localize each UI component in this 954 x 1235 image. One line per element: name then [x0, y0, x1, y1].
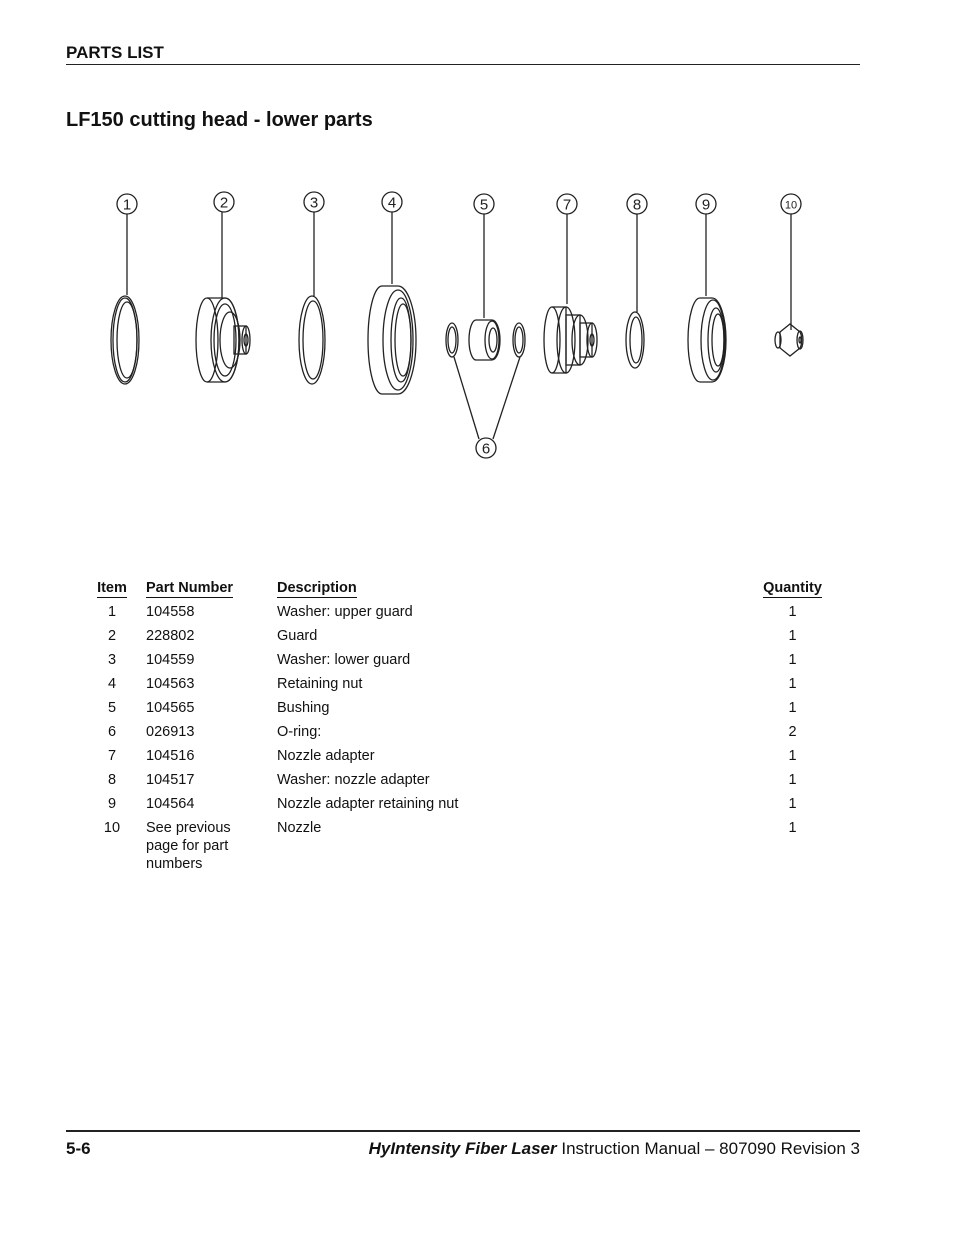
svg-text:10: 10	[784, 199, 798, 212]
quantity-cell: 1	[788, 748, 797, 764]
svg-text:2: 2	[219, 194, 229, 212]
callout-2	[214, 192, 234, 212]
svg-text:4: 4	[387, 194, 397, 212]
page-title: LF150 cutting head - lower parts	[66, 109, 373, 131]
quantity-cell: 1	[788, 772, 797, 788]
footer-brand: HyIntensity Fiber Laser	[368, 1139, 557, 1158]
table-row	[82, 624, 844, 648]
description-cell: Nozzle adapter	[277, 748, 375, 764]
table-row	[82, 768, 844, 792]
footer-manual-title	[369, 1139, 860, 1159]
part-1-washer-upper-guard	[111, 296, 139, 384]
svg-text:6: 6	[481, 440, 491, 458]
svg-text:3: 3	[309, 194, 319, 212]
description-cell: Washer: nozzle adapter	[277, 772, 430, 788]
table-row	[82, 792, 844, 816]
description-cell: Bushing	[277, 700, 330, 716]
part-number-cell: 228802	[146, 628, 195, 644]
quantity-cell: 1	[788, 628, 797, 644]
item-cell: 3	[107, 652, 117, 668]
callout-5	[474, 194, 494, 214]
callout-10	[781, 194, 801, 214]
footer-manual-info: Instruction Manual – 807090 Revision 3	[556, 1139, 860, 1158]
callout-8	[627, 194, 647, 214]
callout-9	[696, 194, 716, 214]
exploded-parts-diagram	[0, 180, 954, 480]
table-row	[82, 720, 844, 744]
description-cell: Nozzle	[277, 820, 322, 836]
quantity-cell: 1	[788, 652, 797, 668]
table-row	[82, 744, 844, 768]
part-5-bushing	[469, 320, 500, 360]
part-6-oring-left	[446, 323, 458, 357]
svg-text:1: 1	[122, 196, 132, 214]
svg-text:7: 7	[562, 196, 572, 214]
part-9-nozzle-adapter-retaining-nut	[688, 298, 726, 382]
part-7-nozzle-adapter	[544, 307, 597, 373]
item-cell: 9	[107, 796, 117, 812]
quantity-cell: 1	[788, 700, 797, 716]
description-cell: Washer: lower guard	[277, 652, 411, 668]
header-quantity: Quantity	[763, 580, 822, 596]
description-cell: Retaining nut	[277, 676, 363, 692]
item-cell: 6	[107, 724, 117, 740]
part-number-cell: 104564	[146, 796, 195, 812]
table-row	[82, 672, 844, 696]
table-row	[82, 600, 844, 624]
item-cell: 10	[103, 820, 121, 836]
item-cell: 8	[107, 772, 117, 788]
part-number-cell: 104558	[146, 604, 195, 620]
header-item: Item	[97, 580, 127, 596]
svg-text:5: 5	[479, 196, 489, 214]
item-cell: 1	[107, 604, 117, 620]
item-cell: 4	[107, 676, 117, 692]
part-10-nozzle	[775, 324, 803, 356]
quantity-cell: 1	[788, 676, 797, 692]
part-number-cell: 104565	[146, 700, 195, 716]
part-2-guard	[196, 298, 250, 382]
description-cell: Washer: upper guard	[277, 604, 413, 620]
part-4-retaining-nut	[368, 286, 416, 394]
part-3-washer-lower-guard	[299, 296, 325, 384]
page-number: 5-6	[66, 1139, 91, 1158]
section-label: PARTS LIST	[66, 43, 164, 62]
table-row	[82, 696, 844, 720]
top-rule	[66, 64, 860, 65]
callout-1	[117, 194, 137, 214]
callout-7	[557, 194, 577, 214]
part-8-washer-nozzle-adapter	[626, 312, 644, 368]
part-number-cell: 104516	[146, 748, 195, 764]
callout-6	[476, 438, 496, 458]
header-description: Description	[277, 580, 357, 596]
quantity-cell: 2	[788, 724, 797, 740]
svg-text:9: 9	[701, 196, 711, 214]
part-number-cell: 104563	[146, 676, 195, 692]
table-row	[82, 648, 844, 672]
parts-table	[82, 578, 844, 876]
quantity-cell: 1	[788, 796, 797, 812]
table-header-row	[82, 578, 844, 600]
item-cell: 2	[107, 628, 117, 644]
callout-4	[382, 192, 402, 212]
callout-3	[304, 192, 324, 212]
item-cell: 7	[107, 748, 117, 764]
quantity-cell: 1	[788, 604, 797, 620]
part-number-cell: See previous page for part numbers	[146, 820, 231, 872]
item-cell: 5	[107, 700, 117, 716]
part-6-oring-right	[513, 323, 525, 357]
bottom-rule	[66, 1130, 860, 1132]
description-cell: Nozzle adapter retaining nut	[277, 796, 459, 812]
description-cell: O-ring:	[277, 724, 322, 740]
svg-text:8: 8	[632, 196, 642, 214]
part-number-cell: 104517	[146, 772, 195, 788]
quantity-cell: 1	[788, 820, 797, 836]
header-part-number: Part Number	[146, 580, 234, 596]
part-number-cell: 104559	[146, 652, 195, 668]
table-row	[82, 816, 844, 876]
part-number-cell: 026913	[146, 724, 195, 740]
description-cell: Guard	[277, 628, 318, 644]
